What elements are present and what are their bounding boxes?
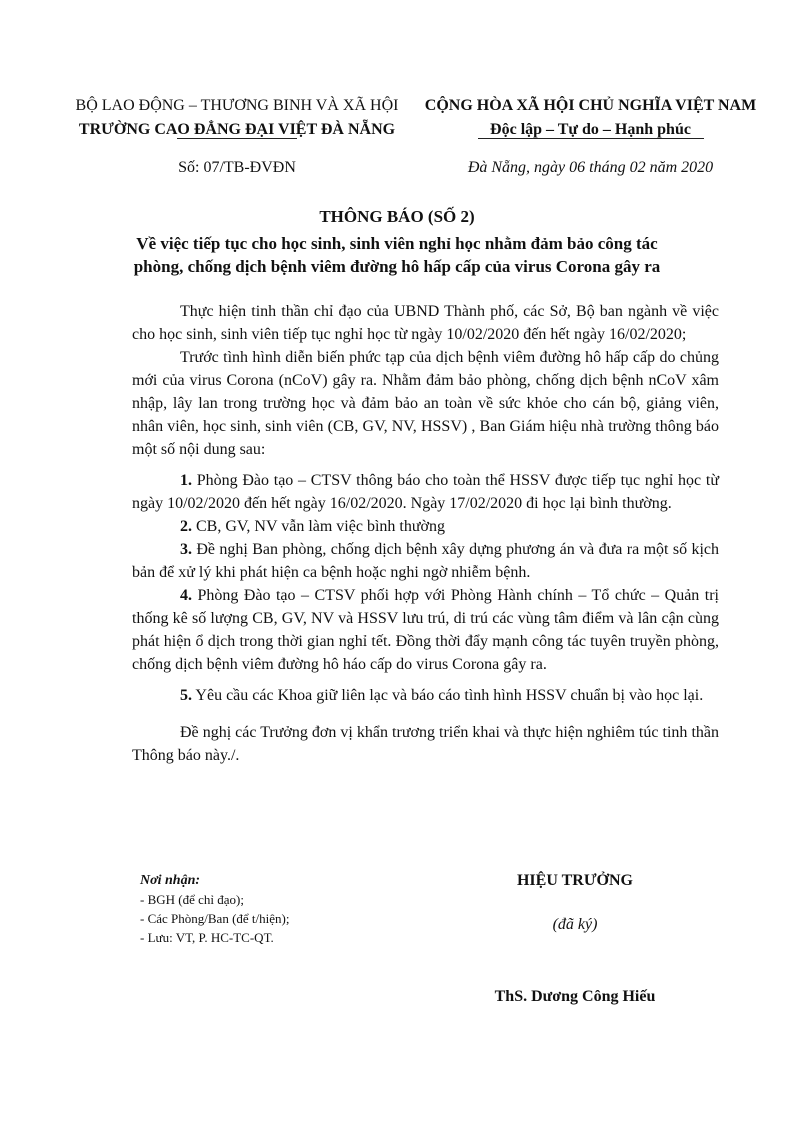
item-text: CB, GV, NV vẫn làm việc bình thường (192, 518, 445, 535)
recipient-item: - BGH (để chỉ đạo); (140, 892, 244, 907)
item-text: Đề nghị Ban phòng, chống dịch bệnh xây dựng phương án và đưa ra một số kịch bản để xử lý khi phát hiện ca bệnh hoặc nghi ngờ nhiễm bệnh. (132, 541, 719, 581)
school-name: TRƯỜNG CAO ĐẲNG ĐẠI VIỆT ĐÀ NẴNG (78, 121, 396, 138)
body-item-2 (132, 515, 719, 538)
body-item-4 (132, 584, 719, 676)
issuer-header (62, 94, 412, 142)
item-number: 4. (180, 587, 192, 604)
recipient-item: - Lưu: VT, P. HC-TC-QT. (140, 930, 274, 945)
recipients-title: Nơi nhận: (140, 873, 201, 888)
item-text: Yêu cầu các Khoa giữ liên lạc và báo cáo tình hình HSSV chuẩn bị vào học lại. (192, 687, 704, 704)
signer-name: ThS. Dương Công Hiếu (494, 988, 656, 1005)
subject-line-2: phòng, chống dịch bệnh viêm đường hô hấp cấp của virus Corona gây ra (133, 257, 661, 276)
motto-underline (478, 138, 704, 139)
signed-mark: (đã ký) (552, 916, 598, 933)
item-text: Phòng Đào tạo – CTSV phối hợp với Phòng Hành chính – Tổ chức – Quản trị thống kê số lượng CB, GV, NV và HSSV lưu trú, di trú các vùng tâm điểm và lân cận cùng phát hiện ổ dịch trong thời gian nghỉ tết. Đồng thời đẩy mạnh công tác tuyên truyền phòng, chống dịch bệnh viêm đường hô háo cấp do virus Corona gây ra. (132, 587, 719, 673)
body-paragraph-1: Thực hiện tinh thần chỉ đạo của UBND Thành phố, các Sở, Bộ ban ngành về việc cho học sinh, sinh viên tiếp tục nghỉ học từ ngày 10/02/2020 đến hết ngày 16/02/2020; (132, 303, 719, 343)
item-number: 3. (180, 541, 192, 558)
subject-line-1: Về việc tiếp tục cho học sinh, sinh viên nghỉ học nhằm đảm bảo công tác (136, 234, 658, 253)
nation-name: CỘNG HÒA XÃ HỘI CHỦ NGHĨA VIỆT NAM (424, 97, 757, 114)
recipient-item: - Các Phòng/Ban (để t/hiện); (140, 911, 290, 926)
issuer-underline (177, 138, 297, 139)
body-closing: Đề nghị các Trưởng đơn vị khẩn trương triển khai và thực hiện nghiêm túc tinh thần Thông báo này./. (132, 724, 719, 764)
item-number: 2. (180, 518, 192, 535)
item-number: 1. (180, 472, 192, 489)
notice-body (132, 300, 719, 767)
notice-subject (100, 232, 694, 278)
national-header (408, 94, 773, 142)
signer-role: HIỆU TRƯỞNG (516, 872, 633, 889)
document-date: Đà Nẵng, ngày 06 tháng 02 năm 2020 (467, 159, 714, 176)
recipients-block (140, 871, 440, 947)
body-item-5 (132, 684, 719, 707)
body-item-3 (132, 538, 719, 584)
document-number: Số: 07/TB-ĐVĐN (178, 159, 296, 176)
ministry-name: BỘ LAO ĐỘNG – THƯƠNG BINH VÀ XÃ HỘI (75, 97, 399, 114)
item-text: Phòng Đào tạo – CTSV thông báo cho toàn thể HSSV được tiếp tục nghỉ học từ ngày 10/02/2020 đến hết ngày 16/02/2020. Ngày 17/02/2020 đi học lại bình thường. (132, 472, 719, 512)
signature-block (460, 870, 690, 1008)
body-paragraph-2: Trước tình hình diễn biến phức tạp của dịch bệnh viêm đường hô hấp cấp do chủng mới của virus Corona (nCoV) gây ra. Nhằm đảm bảo phòng, chống dịch bệnh nCoV xâm nhập, lây lan trong trường học và đảm bảo an toàn về sức khỏe cho cán bộ, giảng viên, nhân viên, học sinh, sinh viên (CB, GV, NV, HSSV) , Ban Giám hiệu nhà trường thông báo một số nội dung sau: (132, 349, 719, 458)
notice-title: THÔNG BÁO (SỐ 2) (319, 207, 475, 226)
item-number: 5. (180, 687, 192, 704)
national-motto: Độc lập – Tự do – Hạnh phúc (490, 121, 691, 138)
body-item-1 (132, 469, 719, 515)
